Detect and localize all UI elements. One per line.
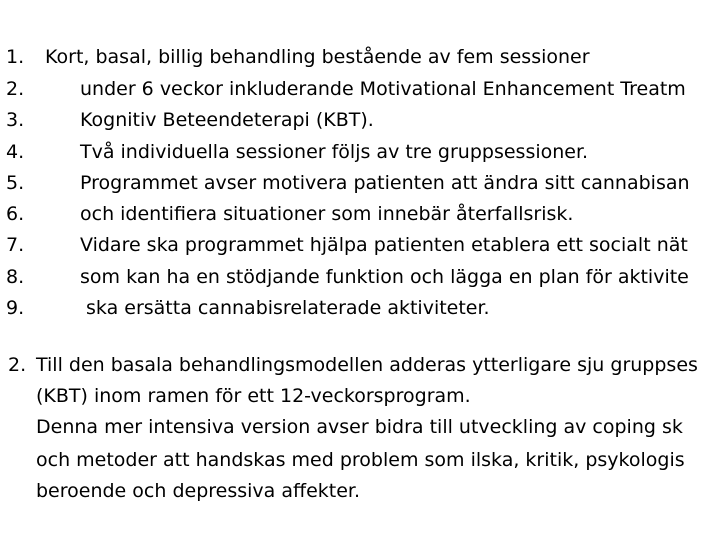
paragraph-text: Denna mer intensiva version avser bidra till utveckling av coping sk <box>36 416 683 438</box>
list-text: ska ersätta cannabisrelaterade aktiviteter. <box>86 297 490 319</box>
list-text: Två individuella sessioner följs av tre gruppsessioner. <box>80 141 589 163</box>
list-number: 8. <box>6 266 25 288</box>
list-number: 6. <box>6 203 25 225</box>
list-text: och identifiera situationer som innebär återfallsrisk. <box>80 203 574 225</box>
list-number: 7. <box>6 234 25 256</box>
list-text: under 6 veckor inkluderande Motivational Enhancement Treatm <box>80 78 686 100</box>
paragraph-text: Till den basala behandlingsmodellen adderas ytterligare sju gruppses <box>36 354 698 376</box>
list-text: Vidare ska programmet hjälpa patienten etablera ett socialt nät <box>80 234 688 256</box>
list-number: 4. <box>6 141 25 163</box>
paragraph-text: beroende och depressiva affekter. <box>36 480 361 502</box>
list-number: 1. <box>6 46 25 68</box>
list-number: 3. <box>6 109 25 131</box>
paragraph-text: och metoder att handskas med problem som ilska, kritik, psykologis <box>36 449 685 471</box>
list-number: 5. <box>6 172 25 194</box>
list-text: Kognitiv Beteendeterapi (KBT). <box>80 109 374 131</box>
list-number: 2. <box>6 78 25 100</box>
list-text: Programmet avser motivera patienten att ändra sitt cannabisan <box>80 172 690 194</box>
paragraph-number: 2. <box>8 354 27 376</box>
list-text: som kan ha en stödjande funktion och lägga en plan för aktivite <box>80 266 689 288</box>
paragraph-text: (KBT) inom ramen för ett 12-veckorsprogram. <box>36 385 471 407</box>
list-number: 9. <box>6 297 25 319</box>
list-text: Kort, basal, billig behandling bestående av fem sessioner <box>45 46 590 68</box>
